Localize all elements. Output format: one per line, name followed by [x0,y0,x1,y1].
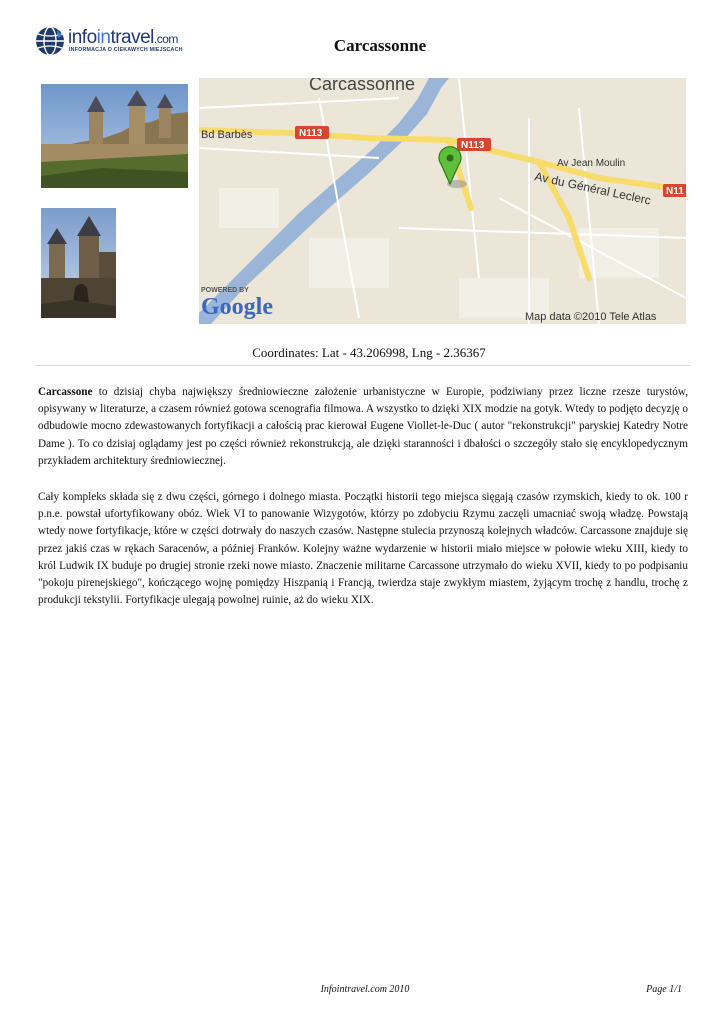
footer-page-number: Page 1/1 [646,984,682,995]
place-name-bold: Carcassone [38,386,93,398]
gate-photo [41,208,116,318]
map-attribution: Map data ©2010 Tele Atlas [525,311,657,323]
map-road-n113-b: N113 [461,140,485,151]
divider [35,365,691,366]
map-street-leclerc: Av du Général Leclerc [533,169,653,208]
castle-photo [41,84,188,188]
footer-site: Infointravel.com 2010 [320,984,410,995]
page-title: Carcassonne [333,36,427,55]
map-powered-by: POWERED BY [201,287,249,294]
castle-image [41,84,188,188]
location-map[interactable] [199,78,686,324]
map-canvas [199,78,686,324]
google-logo: Google [201,294,273,320]
map-city-label: Carcassonne [309,78,416,94]
description-paragraph-2: Cały kompleks składa się z dwu części, górnego i dolnego miasta. Początki historii tego miejsca sięgają czasów rzymskich, kiedy to ok. 100 r p.n.e. powstał ufortyfikowany obóz. Wiek VI to panowanie Wizygotów, którzy po zdobyciu Rzymu zaczęli umacniać swoją władzę. Powstają wtedy nowe fortyfikacje, które w części dotrwały do naszych czasów. Następne stulecia przynoszą kolejnych władców. Carcassone znajduje się przez jakiś czas w rękach Saracenów, a później Franków. Kolejny ważne wydarzenie w historii miało miejsce w połowie wieku XIII, kiedy to król Ludwik IX buduje po drugiej stronie rzeki nowe miasto. Znaczenie militarne Carcassone utrzymało do wieku XVII, kiedy to po podpisaniu "pokoju pirenejskiego", kończącego wojnę pomiędzy Hiszpanią i Francją, twierdza staje zwykłym miastem, żyjącym trochę z handlu, trochę z produkcji tekstylii. Fortyfikacje ulegają powolnej ruinie, aż do wieku XIX. [38,491,688,607]
map-street-jean-moulin: Av Jean Moulin [557,158,626,169]
coordinates-text: Coordinates: Lat - 43.206998, Lng - 2.36367 [252,345,486,360]
logo-wordmark: infointravel.com [68,27,178,48]
description-paragraph-1-text: to dzisiaj chyba największy średniowieczne założenie urbanistyczne w Europie, podziwiany przez liczne rzesze turystów, opisywany w literaturze, a czasem również gotowa scenografia filmowa. A wszystko to dzięki XIX modzie na gotyk. Wtedy to podjęto decyzję o odbudowie mocno zdewastowanych fortyfikacji a całością prac kierował Eugene Viollet-le-Duc ( autor "rekonstrukcji" paryskiej Katedry Notre Dame ). To co dzisiaj oglądamy jest po części również rekonstrukcją, ale dzięki staranności i dbałości o szczegóły stało się encyklopedycznym przykładem architektury średniowiecznej. [38,386,688,467]
description-paragraph-1 [38,384,688,470]
map-road-n113-a: N113 [299,128,323,139]
logo-tagline: INFORMACJA O CIEKAWYCH MIEJSCACH [69,47,183,53]
map-road-n11: N11 [666,186,684,197]
globe-icon [35,26,65,56]
site-logo[interactable] [35,26,195,58]
gate-image [41,208,116,318]
map-bd-label: Bd Barbès [201,129,253,141]
